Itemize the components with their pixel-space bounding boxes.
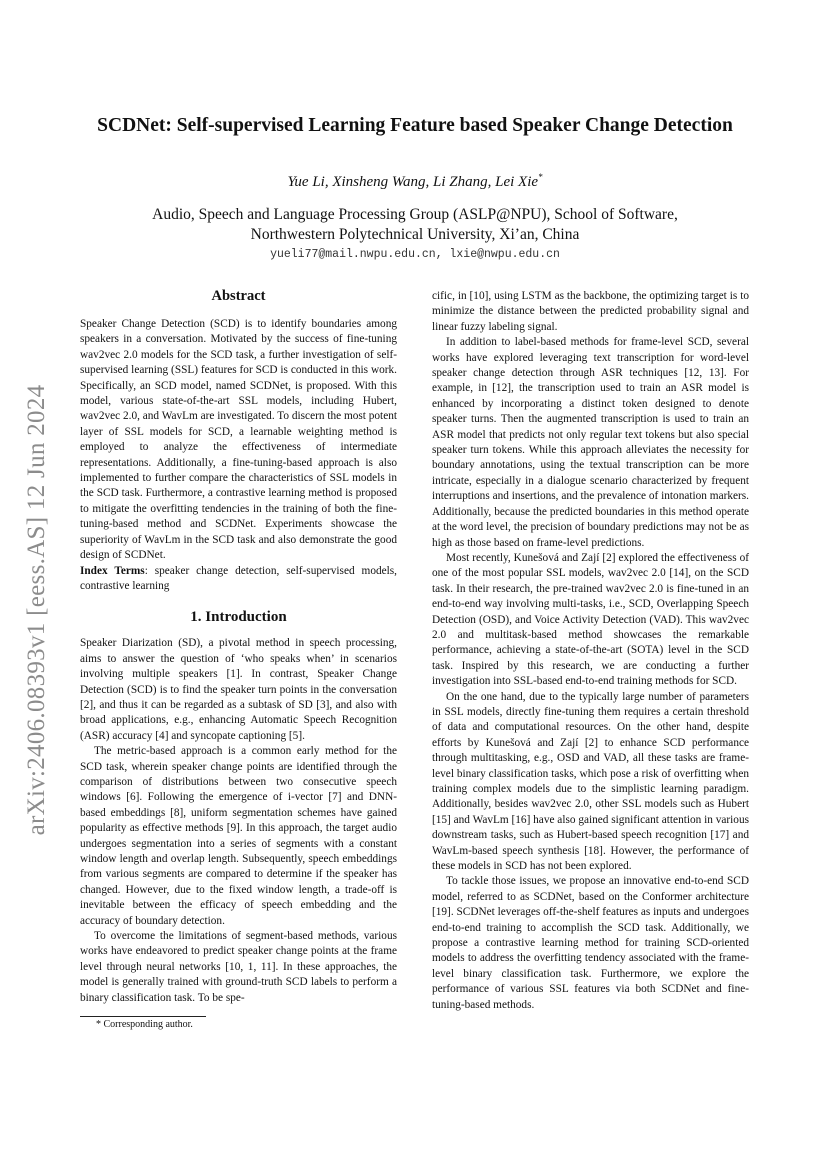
- author-names: Yue Li, Xinsheng Wang, Li Zhang, Lei Xie: [287, 174, 539, 190]
- footnote-divider: [80, 1016, 206, 1017]
- arxiv-identifier: [12, 360, 62, 860]
- intro-paragraph: cific, in [10], using LSTM as the backbone, the optimizing target is to minimize the distance between the predicted probability signal and linear fuzzy labeling signal.: [432, 290, 749, 333]
- intro-paragraph: To tackle those issues, we propose an innovative end-to-end SCD model, referred to as SCDNet, based on the Conformer architecture [19]. SCDNet leverages off-the-shelf features as inputs and undergoes end-to-end training to accomplish the SCD task. Additionally, we propose a contrastive learning method for training SCD-oriented models to address the overfitting tendency associated with the frame-level binary classification task. Furthermore, we explore the performance of various SSL features via both SCDNet and fine-tuning-based methods.: [432, 875, 749, 1011]
- affiliation: [60, 205, 770, 245]
- author-list: [60, 172, 770, 191]
- intro-paragraph: On the one hand, due to the typically large number of parameters in SSL models, directly fine-tuning them requires a certain threshold of data and computational resources. On the other hand, despite efforts by Kunešová and Zají [2] to enhance SCD performance through multitasking, e.g., OSD and VAD, all these tasks are frame-level binary classification tasks, which pose a risk of overfitting when training complex models due to the simplistic learning paradigm. Additionally, besides wav2vec 2.0, other SSL models such as Hubert [15] and WavLm [16] have also gained significant attention in various downstream tasks, such as Hubert-based speech recognition [17] and WavLm-based speech synthesis [18]. However, the performance of these models in SCD has not been explored.: [432, 690, 749, 873]
- footnote: * Corresponding author.: [96, 1019, 193, 1030]
- intro-paragraph: In addition to label-based methods for frame-level SCD, several works have explored leveraging text transcription for word-level speaker change detection through ASR techniques [12, 13]. For example, in [12], the transcription used to train an ASR model is enhanced by incorporating a distinct token designed to denote speaker turns. Then the augmented transcription is used to train an ASR model that predicts not only regular text tokens but also special speaker turn tokens. While this approach alleviates the necessity for boundary annotations, using the textual transcription can be more intricate, especially in a dialogue scenario characterized by frequent interruptions and insertions, and the prevalence of intonation markers. Additionally, because the predicted boundaries in this method operate at the word level, the precision of boundary predictions may not be as high as those based on frame-level predictions.: [432, 336, 749, 549]
- intro-paragraph: The metric-based approach is a common early method for the SCD task, wherein speaker change points are identified through the comparison of distributions between two consecutive speech windows [6]. Following the emergence of i-vector [7] and DNN-based embeddings [8], uniform segmentation schemes have gained popularity as effective methods [9]. In this approach, the target audio undergoes segmentation into a series of segments with a constant window length and overlap length. Subsequently, speech embeddings from various segments are compared to determine if the speaker has changed. However, due to the fixed window length, a trade-off is inevitable between the efficacy of speech embedding and the accuracy of boundary detection.: [80, 745, 397, 927]
- intro-paragraph: To overcome the limitations of segment-based methods, various works have endeavored to predict speaker change points at the frame level through neural networks [10, 1, 11]. In these approaches, the model is generally trained with ground-truth SCD labels to perform a binary classification task. To be spe-: [80, 930, 397, 1004]
- index-terms: [80, 564, 397, 595]
- abstract-heading: Abstract: [211, 288, 266, 304]
- intro-paragraph: Most recently, Kunešová and Zají [2] explored the effectiveness of one of the most popular SSL models, wav2vec 2.0 [14], on the SCD task. In their research, the pre-trained wav2vec 2.0 is fine-tuned in an end-to-end way involving multi-tasks, i.e., SCD, Overlapping Speech Detection (OSD), and Voice Activity Detection (VAD). This wav2vec 2.0 and multitask-based method showcases the remarkable performance, achieving a state-of-the-art (SOTA) level in the SCD task. Inspired by this research, we are conducting a further investigation into SSL-based end-to-end training methods for SCD.: [432, 551, 749, 688]
- index-terms-label: Index Terms: [80, 564, 145, 577]
- affiliation-line-2: Northwestern Polytechnical University, Xi’an, China: [250, 226, 580, 243]
- introduction-heading: 1. Introduction: [190, 609, 287, 626]
- author-emails: yueli77@mail.nwpu.edu.cn, lxie@nwpu.edu.cn: [270, 248, 560, 261]
- intro-paragraph: Speaker Diarization (SD), a pivotal method in speech processing, aims to answer the question of ‘who speaks when’ in scenarios involving multiple speakers [1]. In contrast, Speaker Change Detection (SCD) is to find the speaker turn points in the conversation [2], and thus it can be regarded as a subtask of SD [3], and also with broad applications, e.g., enhancing Automatic Speech Recognition (ASR) accuracy [4] and syncopate captioning [5].: [80, 637, 397, 742]
- arxiv-stamp-text: arXiv:2406.08393v1 [eess.AS] 12 Jun 2024: [23, 384, 50, 836]
- left-column: [80, 287, 397, 1006]
- paper-title: SCDNet: Self-supervised Learning Feature based Speaker Change Detection: [97, 115, 733, 136]
- index-terms-text: : speaker change detection, self-supervised models, contrastive learning: [80, 564, 398, 592]
- corresponding-author-mark: *: [538, 172, 543, 182]
- right-column: [432, 289, 749, 1013]
- abstract-text: Speaker Change Detection (SCD) is to identify boundaries among speakers in a conversation. Motivated by the success of fine-tuning wav2vec 2.0 models for the SCD task, a further investigation of self-supervised learning (SSL) features for SCD is conducted in this work. Specifically, an SCD model, named SCDNet, is proposed. With this model, various state-of-the-art SSL models, including Hubert, wav2vec 2.0, and WavLm are investigated. To discern the most potent layer of SSL models for SCD, a learnable weighting method is employed to analyze the effectiveness of intermediate representations. Additionally, a fine-tuning-based approach is also implemented to further compare the characteristics of SSL models in the SCD task. Furthermore, a contrastive learning method is proposed to mitigate the overfitting tendencies in the training of both the fine-tuning-based method and SCDNet. Experiments showcase the superiority of WavLm in the SCD task and also demonstrate the good design of SCDNet.: [80, 318, 397, 562]
- affiliation-line-1: Audio, Speech and Language Processing Group (ASLP@NPU), School of Software,: [152, 206, 678, 223]
